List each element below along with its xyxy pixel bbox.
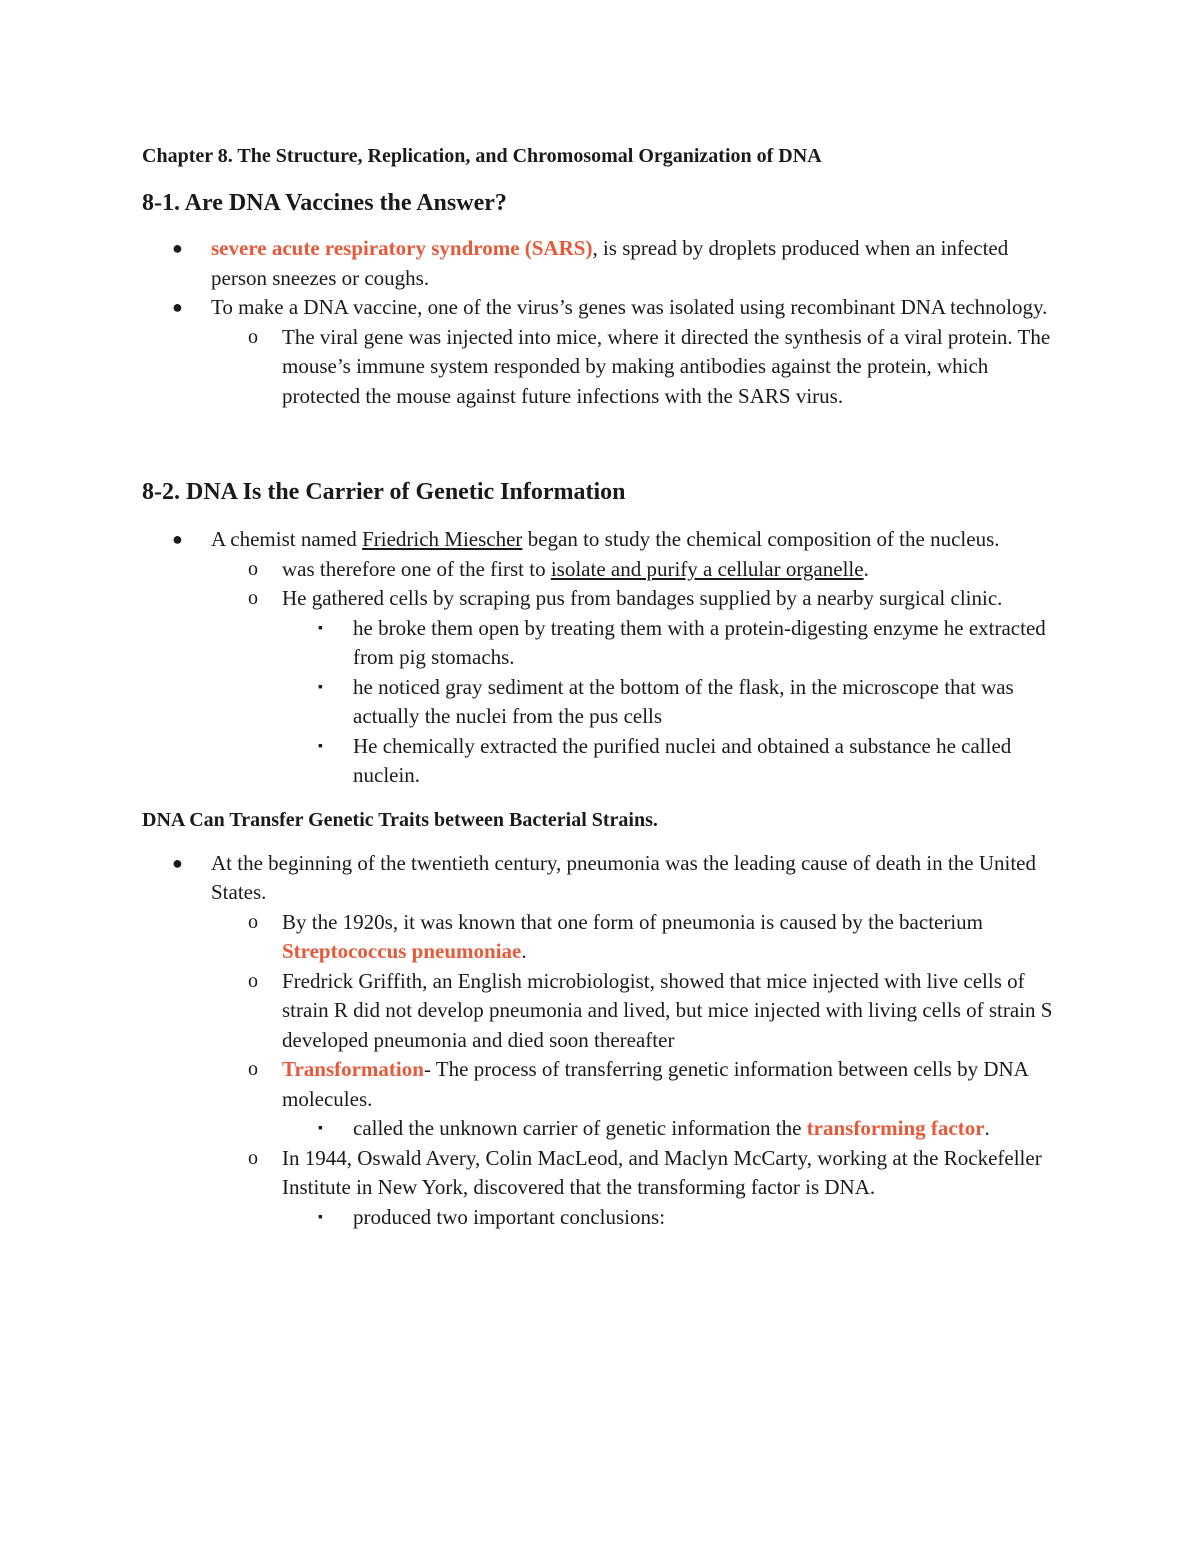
list-item-text: In 1944, Oswald Avery, Colin MacLeod, and Maclyn McCarty, working at the Rockefeller Institute in New York, discovered that the transforming factor is DNA. [282, 1145, 1042, 1199]
bullet-square-icon: ▪ [318, 620, 323, 636]
bullet-circle-icon: o [248, 557, 258, 580]
list-item-text: he noticed gray sediment at the bottom of the flask, in the microscope that was actually the nuclei from the pus cells [353, 674, 1014, 728]
list-item-text: The viral gene was injected into mice, where it directed the synthesis of a viral protein. The mouse’s immune system responded by making antibodies against the protein, which protected the mouse against future infections with the SARS virus. [282, 324, 1051, 408]
list-item [142, 1114, 1062, 1144]
list-item [142, 673, 1062, 732]
chapter-title: Chapter 8. The Structure, Replication, and Chromosomal Organization of DNA [142, 145, 822, 167]
bullet-square-icon: ▪ [318, 679, 323, 695]
section-heading-8-1: 8-1. Are DNA Vaccines the Answer? [142, 190, 507, 216]
bullet-square-icon: ▪ [318, 1121, 323, 1136]
list-item-text: . [984, 1116, 990, 1140]
list-item [142, 849, 1062, 908]
bullet-square-icon: ▪ [318, 738, 323, 754]
highlight-term: transforming factor [806, 1116, 985, 1140]
list-item [142, 555, 1062, 585]
list-item-text: Fredrick Griffith, an English microbiologist, showed that mice injected with live cells of strain R did not develop pneumonia and lived, but mice injected with living cells of strain S developed pneumonia and died soon thereafter [282, 968, 1053, 1052]
list-item-text: was therefore one of the first to [282, 556, 551, 581]
bullet-disc-icon: ● [172, 529, 183, 549]
highlight-term: Streptococcus pneumoniae [282, 939, 522, 963]
document-page [142, 140, 1062, 1232]
underlined-term: Friedrich Miescher [362, 527, 523, 551]
list-item [142, 1203, 1062, 1233]
underlined-term: isolate and purify a cellular organelle [550, 556, 864, 581]
list-item-text: At the beginning of the twentieth century, pneumonia was the leading cause of death in the United States. [211, 850, 1036, 904]
sub-heading-bacterial-strains: DNA Can Transfer Genetic Traits between Bacterial Strains. [142, 808, 658, 831]
list-item [142, 234, 1062, 293]
section-bacterial-list [142, 849, 1062, 1233]
bullet-circle-icon: o [248, 587, 258, 609]
list-item [142, 1144, 1062, 1203]
list-item-text: produced two important conclusions: [353, 1204, 666, 1229]
bullet-circle-icon: o [248, 325, 258, 348]
list-item [142, 1055, 1062, 1114]
list-item [142, 323, 1062, 412]
section-heading-8-2: 8-2. DNA Is the Carrier of Genetic Information [142, 479, 626, 505]
list-item-text: He gathered cells by scraping pus from bandages supplied by a nearby surgical clinic. [282, 586, 1003, 610]
list-item-text: . [863, 556, 869, 581]
list-item [142, 614, 1062, 673]
bullet-circle-icon: o [248, 1058, 258, 1080]
list-item-text: He chemically extracted the purified nuclei and obtained a substance he called nuclein. [353, 733, 1012, 787]
list-item-text: A chemist named [211, 527, 363, 551]
list-item [142, 293, 1062, 323]
bullet-circle-icon: o [248, 910, 258, 933]
bullet-disc-icon: ● [172, 297, 183, 317]
list-item-text: he broke them open by treating them with a protein-digesting enzyme he extracted from pig stomachs. [353, 615, 1046, 669]
bullet-disc-icon: ● [172, 852, 183, 873]
list-item [142, 967, 1062, 1056]
highlight-term: severe acute respiratory syndrome (SARS) [211, 236, 593, 260]
list-item-text: By the 1920s, it was known that one form of pneumonia is caused by the bacterium [282, 909, 984, 934]
list-item [142, 584, 1062, 614]
section-8-1-list [142, 234, 1062, 411]
section-8-2-list [142, 525, 1062, 791]
list-item [142, 525, 1062, 555]
list-item-text: , is spread by droplets produced when an infected person sneezes or coughs. [211, 236, 1009, 290]
list-item-text: began to study the chemical composition of the nucleus. [522, 527, 1000, 551]
list-item-text: - The process of transferring genetic information between cells by DNA molecules. [282, 1057, 1028, 1111]
bullet-square-icon: ▪ [318, 1209, 323, 1225]
list-item [142, 908, 1062, 967]
highlight-term: Transformation [282, 1057, 424, 1081]
list-item-text: called the unknown carrier of genetic information the [353, 1116, 807, 1140]
bullet-circle-icon: o [248, 1146, 258, 1169]
list-item-text: . [521, 939, 527, 963]
bullet-disc-icon: ● [172, 238, 183, 258]
list-item-text: To make a DNA vaccine, one of the virus’s genes was isolated using recombinant DNA technology. [211, 295, 1048, 319]
bullet-circle-icon: o [248, 969, 258, 992]
list-item [142, 732, 1062, 791]
